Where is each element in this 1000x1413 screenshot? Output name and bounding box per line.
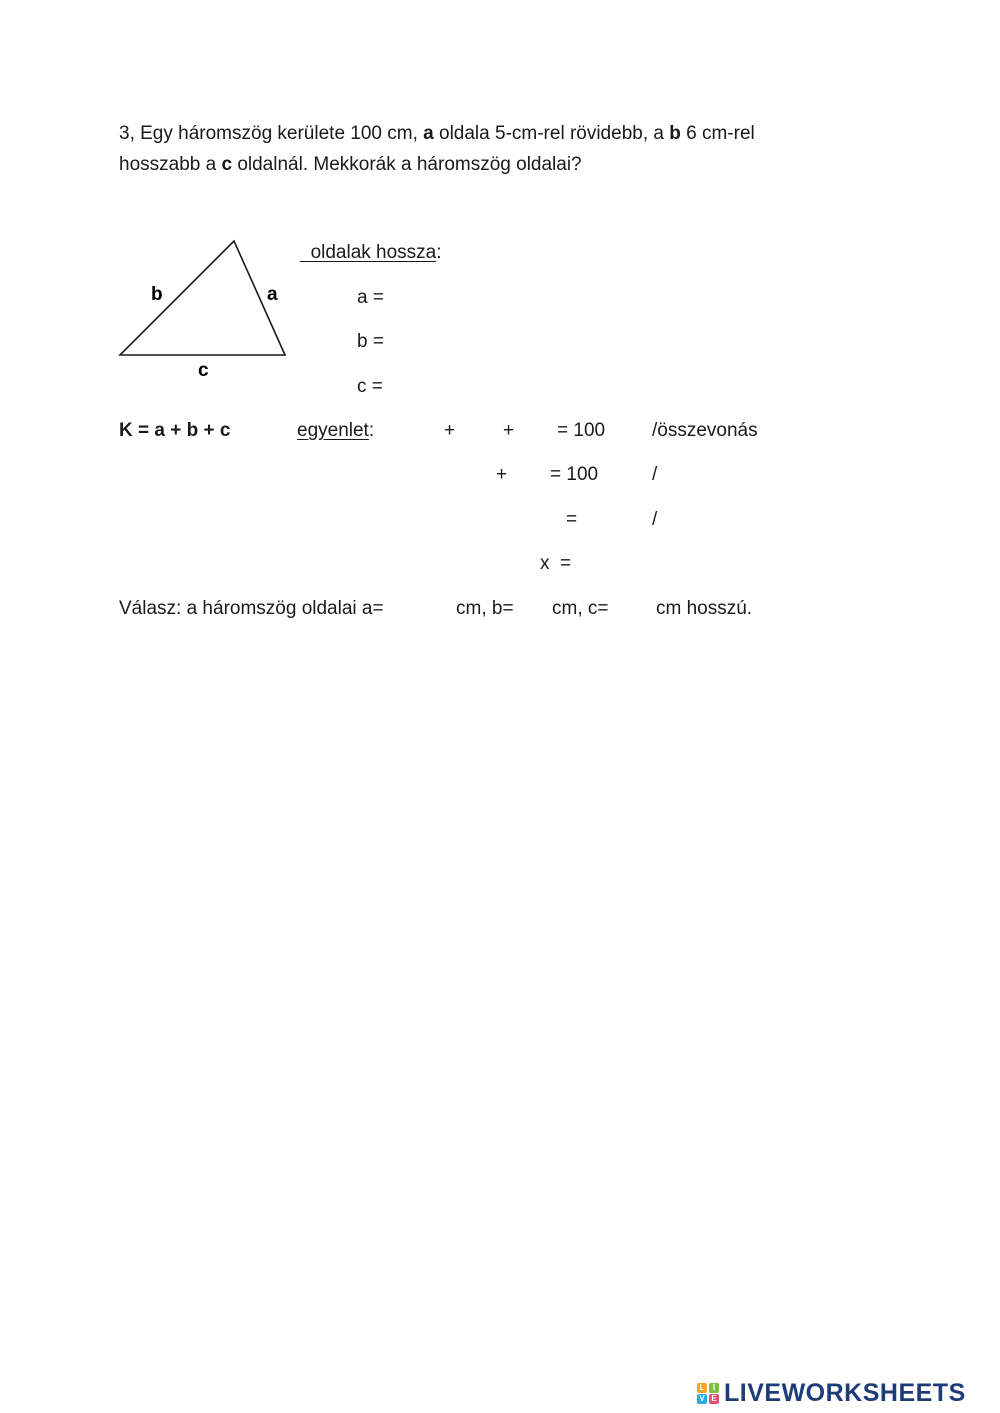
bold-a: a xyxy=(423,123,434,144)
answer-cm-c: cm, c= xyxy=(552,598,609,619)
side-a-field: a = xyxy=(357,287,384,308)
eq-row1-plus-2: + xyxy=(503,420,515,441)
answer-prefix: Válasz: a háromszög oldalai a= xyxy=(119,598,384,619)
liveworksheets-logo xyxy=(697,1380,966,1406)
logo-cell-i: I xyxy=(709,1383,719,1393)
problem-line-1: 3, Egy háromszög kerülete 100 cm, a oldala 5-cm-rel rövidebb, a b 6 cm-rel xyxy=(119,123,755,144)
answer-suffix: cm hosszú. xyxy=(656,598,753,619)
eq-row1-plus-1: + xyxy=(444,420,456,441)
eq-row4-x: x = xyxy=(540,553,572,574)
logo-text: LIVEWORKSHEETS xyxy=(724,1378,966,1407)
eq-row1-result: = 100 xyxy=(557,420,606,441)
eq-row2-plus: + xyxy=(496,464,508,485)
eq-row3-equals: = xyxy=(566,509,578,530)
equation-label: egyenlet: xyxy=(297,420,375,441)
triangle-label-a: a xyxy=(267,284,278,305)
side-b-field: b = xyxy=(357,331,384,352)
answer-cm-b: cm, b= xyxy=(456,598,514,619)
logo-cell-v: V xyxy=(697,1394,707,1404)
bold-c: c xyxy=(221,154,233,175)
sides-heading: oldalak hossza: xyxy=(310,242,442,263)
triangle-shape xyxy=(120,241,285,355)
bold-b: b xyxy=(669,123,681,144)
eq-row2-slash: / xyxy=(652,464,658,485)
eq-row2-result: = 100 xyxy=(550,464,599,485)
perimeter-formula: K = a + b + c xyxy=(119,420,231,441)
logo-cell-l: L xyxy=(697,1383,707,1393)
logo-cell-e: E xyxy=(709,1394,719,1404)
logo-mark-icon xyxy=(697,1381,721,1405)
side-c-field: c = xyxy=(357,376,383,397)
problem-line-2: hosszabb a c oldalnál. Mekkorák a háromszög oldalai? xyxy=(119,154,582,175)
triangle-diagram xyxy=(110,230,300,390)
triangle-label-c: c xyxy=(198,360,209,381)
eq-row3-slash: / xyxy=(652,509,658,530)
triangle-label-b: b xyxy=(151,284,163,305)
eq-row1-note: /összevonás xyxy=(652,420,758,441)
